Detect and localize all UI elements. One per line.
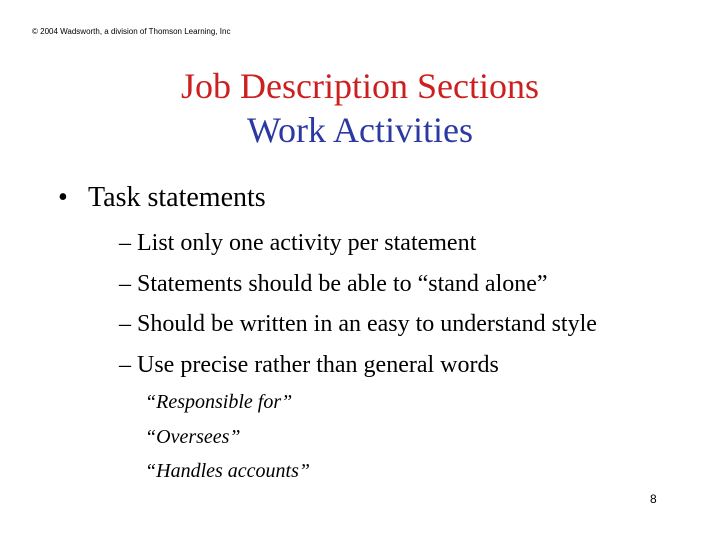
sub-bullet-item [119, 345, 597, 386]
slide-title-sub: Work Activities [246, 110, 474, 150]
sub-bullet-item [119, 304, 597, 345]
sub-bullet-item [119, 264, 597, 305]
slide-title-main: Job Description Sections [181, 66, 539, 106]
example-phrase: “Responsible for” [145, 391, 293, 413]
sub-bullet-item [119, 223, 597, 264]
sub-bullet-text: Use precise rather than general words [137, 351, 499, 378]
sub-bullet-list [119, 223, 597, 385]
sub-bullet-text: List only one activity per statement [137, 230, 477, 256]
page-number: 8 [650, 492, 657, 506]
example-phrase: “Handles accounts” [145, 460, 310, 482]
sub-bullet-text: Should be written in an easy to understand style [137, 311, 597, 337]
example-phrase: “Oversees” [145, 425, 241, 448]
dash-glyph: – [119, 270, 131, 297]
dash-glyph: – [119, 351, 131, 378]
sub-bullet-text: Statements should be able to “stand alone” [137, 270, 548, 297]
bullet-dot: • [58, 182, 68, 213]
slide-title [0, 64, 720, 152]
dash-glyph: – [119, 230, 131, 256]
bullet-label: Task statements [88, 182, 266, 213]
dash-glyph: – [119, 311, 131, 337]
example-phrase-list [145, 385, 310, 489]
bullet-task-statements [58, 180, 266, 216]
copyright-notice: © 2004 Wadsworth, a division of Thomson Learning, Inc [32, 27, 231, 36]
